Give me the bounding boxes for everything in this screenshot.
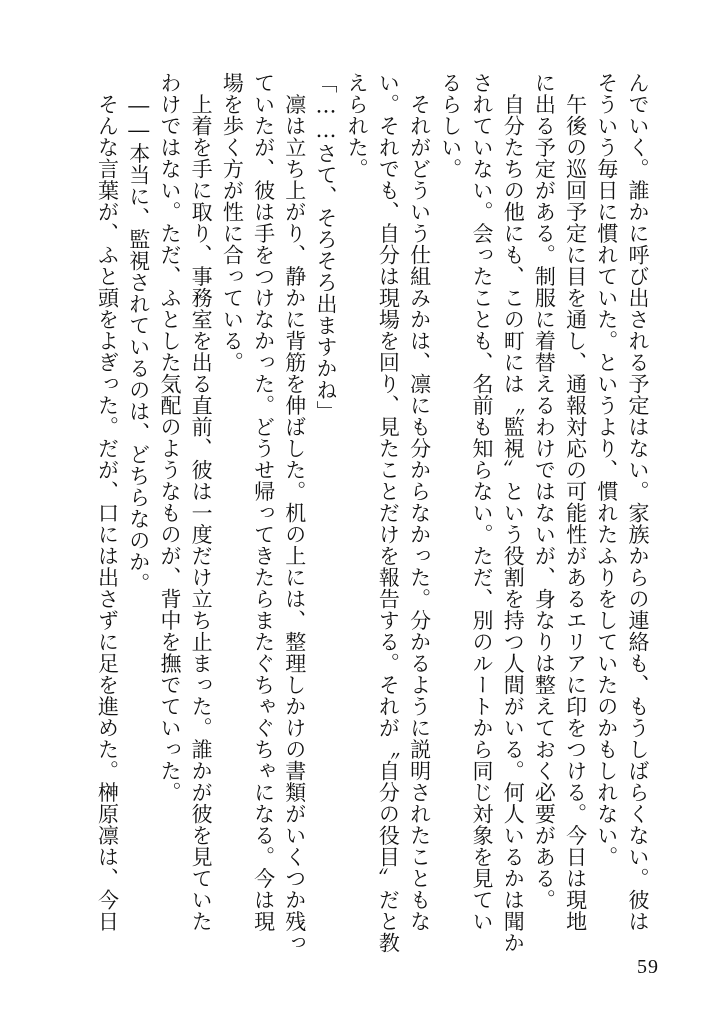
text-line: それがどういう仕組みかは、凛にも分からなかった。分かるように説明されたこともな — [407, 72, 432, 932]
text-line: ていたが、彼は手をつけなかった。どうせ帰ってきたらまたぐちゃぐちゃになる。今は現 — [251, 72, 276, 932]
text-line: んでいく。誰かに呼び出される予定はない。家族からの連絡も、もうしばらくない。彼は — [626, 72, 650, 932]
page-number: 59 — [637, 956, 659, 978]
text-line: 場を歩く方が性に合っている。 — [220, 72, 245, 373]
body-text — [63, 72, 653, 952]
text-line: 凛は立ち上がり、静かに背筋を伸ばした。机の上には、整理しかけの書類がいくつか残っ — [282, 72, 307, 954]
text-line: 自分たちの他にも、この町には〝監視〟という役割を持つ人間がいる。何人いるかは聞か — [501, 72, 526, 954]
text-line: 午後の巡回予定に目を通し、通報対応の可能性があるエリアに印をつける。今日は現地 — [563, 72, 588, 932]
text-line: るらしい。 — [438, 72, 463, 180]
text-line: に出る予定がある。制服に着替えるわけではないが、身なりは整えておく必要がある。 — [532, 72, 557, 911]
text-line: 上着を手に取り、事務室を出る直前、彼は一度だけ立ち止まった。誰かが彼を見ていた — [189, 72, 214, 932]
text-line: い。それでも、自分は現場を回り、見たことだけを報告する。それが〝自分の役目〟だと教 — [376, 72, 401, 954]
text-line: そういう毎日に慣れていた。というより、慣れたふりをしていたのかもしれない。 — [594, 72, 619, 868]
text-line: えられた。 — [345, 72, 370, 180]
text-line: されていない。会ったことも、名前も知らない。ただ、別のルートから同じ対象を見てい — [469, 72, 494, 932]
text-line: 「……さて、そろそろ出ますかね」 — [313, 72, 338, 422]
text-line: ――本当に、監視されているのは、どちらなのか。 — [126, 72, 151, 594]
text-line: そんな言葉が、ふと頭をよぎった。だが、口には出さずに足を進めた。榊原凛は、今日 — [95, 72, 120, 932]
text-line: わけではない。ただ、ふとした気配のようなものが、背中を撫でていった。 — [157, 72, 182, 803]
